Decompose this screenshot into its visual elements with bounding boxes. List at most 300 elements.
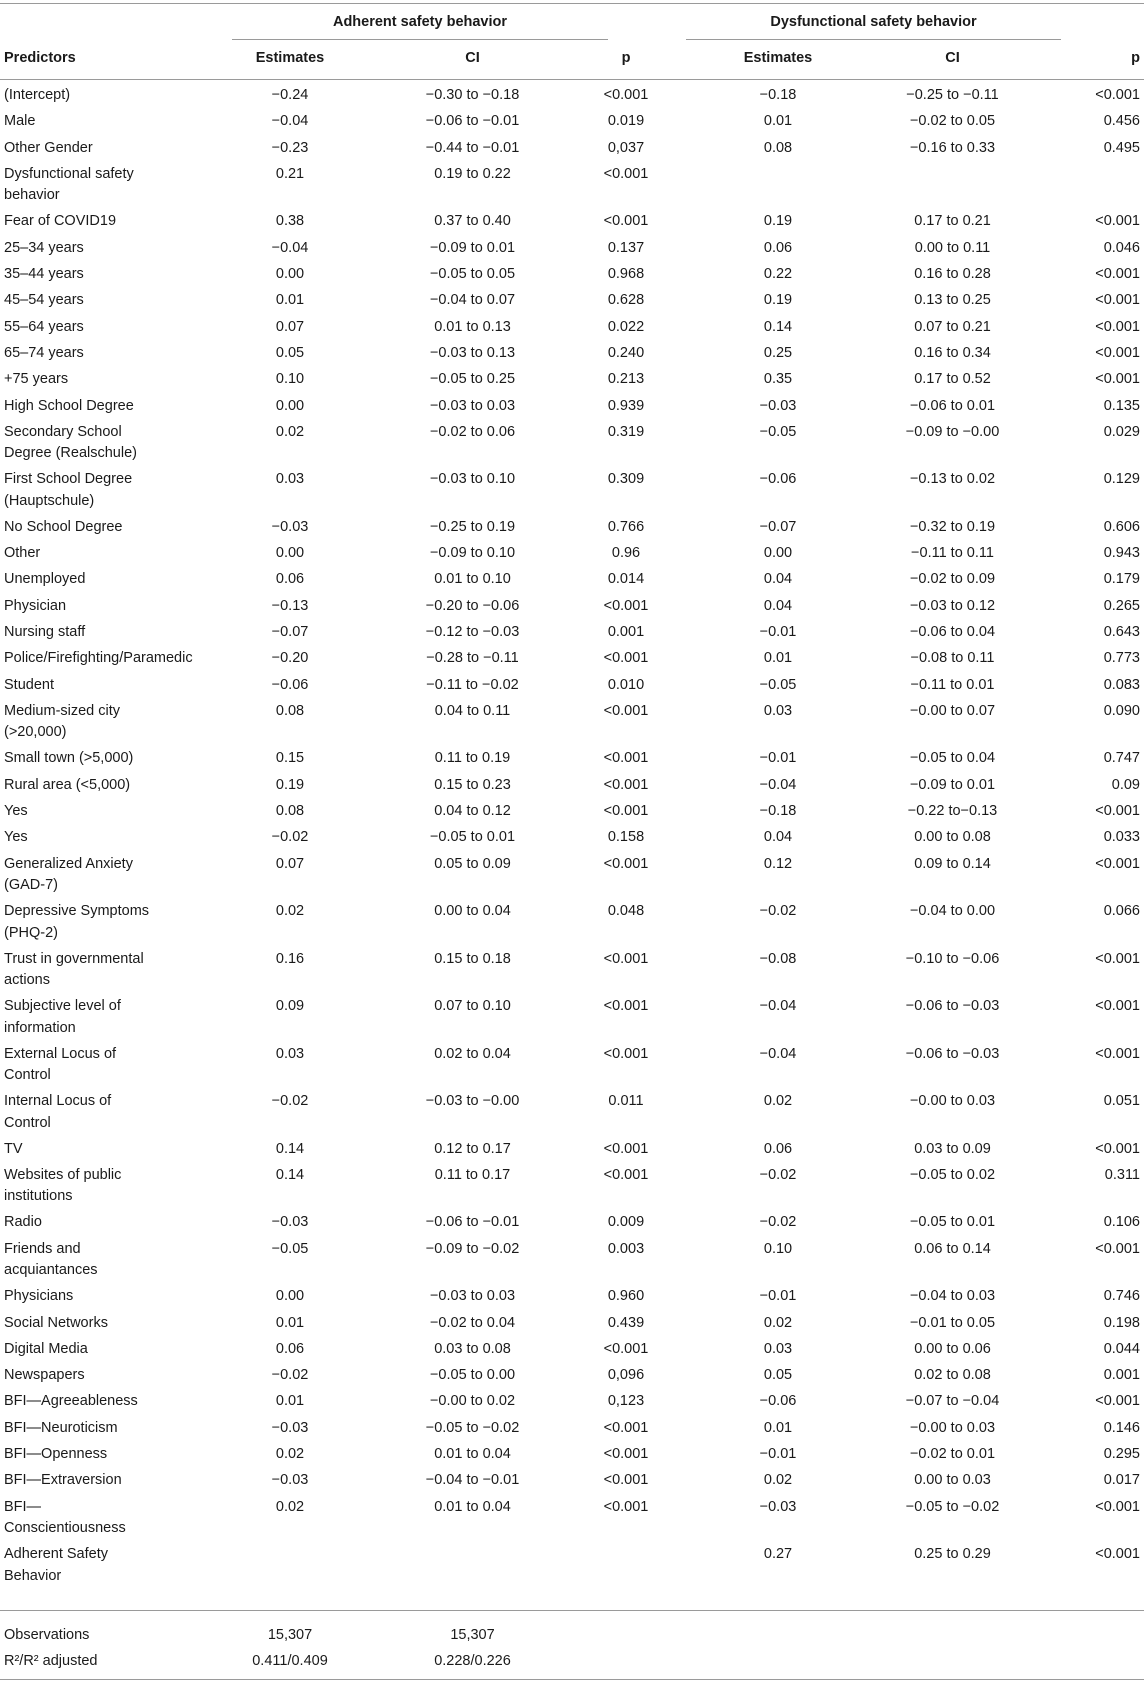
cell-ci-dysfunctional: 0.00 to 0.03 bbox=[914, 1472, 991, 1489]
cell-ci-dysfunctional: −0.00 to 0.07 bbox=[909, 702, 996, 719]
cell-ci-dysfunctional: −0.05 to 0.01 bbox=[909, 1214, 996, 1231]
cell-predictor: Police/Firefighting/Paramedic bbox=[4, 650, 193, 667]
cell-ci-adherent: −0.02 to 0.04 bbox=[429, 1314, 516, 1331]
header-estimates-dysfunctional: Estimates bbox=[743, 50, 813, 66]
cell-p-dysfunctional: 0.746 bbox=[1103, 1288, 1140, 1305]
cell-estimate-adherent: 0.00 bbox=[275, 1288, 305, 1305]
cell-estimate-adherent: 0.00 bbox=[275, 545, 305, 562]
cell-estimate-dysfunctional: 0.25 bbox=[763, 344, 793, 361]
cell-estimate-dysfunctional: 0.10 bbox=[763, 1240, 793, 1257]
cell-ci-dysfunctional: −0.06 to 0.01 bbox=[909, 397, 996, 414]
cell-p-adherent: <0.001 bbox=[603, 998, 649, 1015]
cell-predictor: Adherent Safety Behavior bbox=[4, 1546, 108, 1584]
cell-p-adherent: <0.001 bbox=[603, 650, 649, 667]
cell-ci-dysfunctional: −0.00 to 0.03 bbox=[909, 1093, 996, 1110]
cell-estimate-adherent: −0.02 bbox=[271, 1367, 309, 1384]
cell-estimate-dysfunctional: −0.02 bbox=[759, 903, 797, 920]
cell-predictor: Subjective level of information bbox=[4, 998, 121, 1036]
cell-estimate-dysfunctional: −0.06 bbox=[759, 1393, 797, 1410]
cell-ci-adherent: −0.05 to −0.02 bbox=[425, 1419, 520, 1436]
cell-predictor: Websites of public institutions bbox=[4, 1166, 122, 1205]
cell-p-dysfunctional: <0.001 bbox=[1095, 318, 1140, 335]
cell-estimate-adherent: 0.07 bbox=[275, 855, 305, 872]
cell-p-adherent: 0.766 bbox=[607, 518, 645, 535]
cell-ci-adherent: 0.15 to 0.23 bbox=[434, 776, 511, 793]
cell-ci-adherent: −0.28 to −0.11 bbox=[426, 650, 519, 667]
cell-p-adherent: 0.968 bbox=[607, 266, 645, 282]
group-rule-dysfunctional bbox=[686, 39, 1061, 40]
cell-predictor: R²/R² adjusted bbox=[4, 1653, 98, 1669]
cell-estimate-adherent: 0.02 bbox=[275, 423, 305, 440]
cell-ci-dysfunctional: −0.02 to 0.01 bbox=[909, 1446, 996, 1462]
cell-estimate-adherent: 0.02 bbox=[275, 1446, 305, 1462]
cell-p-adherent: <0.001 bbox=[603, 1419, 649, 1436]
cell-ci-dysfunctional: −0.09 to 0.01 bbox=[909, 776, 996, 793]
cell-p-dysfunctional: 0.051 bbox=[1103, 1093, 1140, 1110]
cell-p-adherent: 0.439 bbox=[607, 1314, 645, 1331]
cell-estimate-dysfunctional: 0.19 bbox=[763, 213, 793, 230]
cell-p-dysfunctional: 0.606 bbox=[1103, 518, 1140, 535]
cell-estimate-dysfunctional: −0.06 bbox=[759, 471, 797, 488]
cell-ci-adherent: 0.11 to 0.19 bbox=[434, 750, 511, 767]
header-estimates-adherent: Estimates bbox=[255, 50, 325, 66]
cell-estimate-dysfunctional: −0.04 bbox=[759, 998, 797, 1015]
cell-predictor: Other Gender bbox=[4, 139, 93, 156]
cell-predictor: Student bbox=[4, 676, 54, 693]
cell-ci-dysfunctional: −0.05 to 0.02 bbox=[909, 1166, 996, 1183]
cell-estimate-dysfunctional: −0.04 bbox=[759, 1045, 797, 1062]
cell-ci-adherent: −0.03 to 0.13 bbox=[429, 344, 516, 361]
cell-ci-adherent: −0.03 to 0.03 bbox=[429, 397, 516, 414]
cell-estimate-dysfunctional: 0.22 bbox=[763, 266, 793, 282]
cell-estimate-adherent: −0.20 bbox=[271, 650, 309, 667]
header-predictors: Predictors bbox=[4, 50, 76, 66]
cell-p-dysfunctional: 0.495 bbox=[1103, 139, 1140, 156]
body-rule bbox=[0, 1610, 1144, 1611]
cell-p-adherent: 0,123 bbox=[607, 1393, 645, 1410]
cell-p-adherent: <0.001 bbox=[603, 702, 649, 719]
cell-ci-dysfunctional: 0.13 to 0.25 bbox=[914, 292, 991, 309]
cell-p-adherent: <0.001 bbox=[603, 165, 649, 182]
cell-ci-dysfunctional: −0.25 to −0.11 bbox=[906, 87, 999, 103]
cell-ci-dysfunctional: 0.16 to 0.34 bbox=[914, 344, 991, 361]
cell-ci-adherent: −0.30 to −0.18 bbox=[425, 87, 520, 103]
cell-ci-dysfunctional: −0.11 to 0.11 bbox=[911, 545, 994, 562]
cell-estimate-dysfunctional: 0.12 bbox=[763, 855, 793, 872]
cell-p-dysfunctional: <0.001 bbox=[1095, 1498, 1140, 1515]
cell-estimate-dysfunctional: 0.19 bbox=[763, 292, 793, 309]
cell-predictor: Internal Locus of Control bbox=[4, 1093, 112, 1131]
cell-p-dysfunctional: 0.943 bbox=[1103, 545, 1140, 562]
cell-estimate-dysfunctional: 0.04 bbox=[763, 829, 793, 846]
cell-estimate-adherent: 0.09 bbox=[275, 998, 305, 1015]
cell-estimate-adherent: 0.14 bbox=[275, 1166, 305, 1183]
header-ci-adherent: CI bbox=[465, 50, 480, 66]
cell-p-dysfunctional: 0.033 bbox=[1103, 829, 1140, 846]
cell-predictor: BFI—Agreeableness bbox=[4, 1393, 138, 1410]
cell-predictor: (Intercept) bbox=[4, 87, 71, 103]
cell-ci-adherent: −0.04 to 0.07 bbox=[429, 292, 516, 309]
cell-predictor: Depressive Symptoms (PHQ-2) bbox=[4, 903, 150, 941]
cell-p-adherent: 0.309 bbox=[607, 471, 645, 488]
cell-estimate-adherent: 0.03 bbox=[275, 1045, 305, 1062]
cell-estimate-adherent: 0.06 bbox=[275, 571, 305, 588]
cell-predictor: Physician bbox=[4, 597, 67, 614]
cell-ci-adherent: 0.19 to 0.22 bbox=[434, 165, 511, 182]
cell-predictor: Male bbox=[4, 113, 36, 130]
cell-estimate-dysfunctional: 0.03 bbox=[763, 1340, 793, 1357]
cell-estimate-dysfunctional: 0.04 bbox=[763, 571, 793, 588]
cell-estimate-adherent: −0.24 bbox=[271, 87, 309, 103]
cell-predictor: 25–34 years bbox=[4, 239, 84, 256]
cell-p-adherent: <0.001 bbox=[603, 803, 649, 819]
cell-estimate-adherent: −0.13 bbox=[271, 597, 309, 614]
cell-estimate-adherent: −0.06 bbox=[271, 676, 309, 693]
cell-p-adherent: <0.001 bbox=[603, 1340, 649, 1357]
cell-predictor: Social Networks bbox=[4, 1314, 108, 1331]
cell-ci-adherent: −0.03 to 0.03 bbox=[429, 1288, 516, 1305]
cell-predictor: Dysfunctional safety behavior bbox=[4, 165, 134, 204]
cell-estimate-adherent: −0.04 bbox=[271, 113, 309, 130]
cell-estimate-dysfunctional: 0.02 bbox=[763, 1093, 793, 1110]
cell-estimate-adherent: 0.19 bbox=[275, 776, 305, 793]
cell-p-dysfunctional: <0.001 bbox=[1095, 950, 1140, 967]
cell-estimate-adherent: 0.08 bbox=[275, 803, 305, 819]
cell-ci-dysfunctional: −0.05 to 0.04 bbox=[909, 750, 996, 767]
cell-estimate-adherent: 0.02 bbox=[275, 903, 305, 920]
cell-ci-adherent: −0.44 to −0.01 bbox=[425, 139, 520, 156]
cell-p-dysfunctional: 0.295 bbox=[1103, 1446, 1140, 1462]
cell-predictor: BFI—Openness bbox=[4, 1446, 108, 1462]
cell-ci-adherent: −0.03 to 0.10 bbox=[429, 471, 516, 488]
cell-estimate-dysfunctional: 0.06 bbox=[763, 1140, 793, 1157]
cell-p-adherent: <0.001 bbox=[603, 950, 649, 967]
cell-predictor: TV bbox=[4, 1140, 23, 1157]
cell-estimate-adherent: −0.02 bbox=[271, 1093, 309, 1110]
cell-predictor: BFI—Extraversion bbox=[4, 1472, 122, 1489]
cell-ci-adherent: −0.05 to 0.05 bbox=[429, 266, 516, 282]
cell-estimate-adherent: 0.00 bbox=[275, 266, 305, 282]
cell-estimate-dysfunctional: 0.35 bbox=[763, 371, 793, 388]
cell-estimate-adherent: 0.01 bbox=[275, 292, 305, 309]
cell-p-dysfunctional: 0.029 bbox=[1103, 423, 1140, 440]
cell-ci-adherent: 0.00 to 0.04 bbox=[434, 903, 511, 920]
cell-ci-dysfunctional: 0.09 to 0.14 bbox=[914, 855, 991, 872]
cell-ci-dysfunctional: −0.10 to −0.06 bbox=[905, 950, 1000, 967]
cell-p-adherent: 0.213 bbox=[607, 371, 645, 388]
cell-estimate-adherent: −0.03 bbox=[271, 1214, 309, 1231]
cell-ci-adherent: −0.09 to 0.10 bbox=[429, 545, 516, 562]
cell-ci-adherent: −0.12 to −0.03 bbox=[425, 624, 520, 640]
cell-estimate-dysfunctional: −0.01 bbox=[759, 624, 797, 640]
cell-predictor: Friends and acquiantances bbox=[4, 1240, 98, 1279]
cell-estimate-adherent: −0.02 bbox=[271, 829, 309, 846]
cell-predictor: Other bbox=[4, 545, 41, 562]
cell-predictor: No School Degree bbox=[4, 518, 123, 535]
cell-footer-dysfunctional: 15,307 bbox=[450, 1627, 495, 1643]
cell-p-adherent: 0.628 bbox=[607, 292, 645, 309]
cell-p-dysfunctional: 0.643 bbox=[1103, 624, 1140, 640]
cell-p-adherent: 0.019 bbox=[607, 113, 645, 130]
cell-estimate-dysfunctional: 0.03 bbox=[763, 702, 793, 719]
cell-predictor: BFI—Neuroticism bbox=[4, 1419, 118, 1436]
cell-ci-dysfunctional: 0.17 to 0.52 bbox=[914, 371, 991, 388]
cell-estimate-dysfunctional: −0.05 bbox=[759, 423, 797, 440]
cell-p-dysfunctional: <0.001 bbox=[1095, 87, 1140, 103]
cell-predictor: 65–74 years bbox=[4, 344, 84, 361]
cell-predictor: Fear of COVID19 bbox=[4, 213, 117, 230]
cell-ci-dysfunctional: −0.22 to−0.13 bbox=[907, 803, 998, 819]
cell-estimate-dysfunctional: −0.02 bbox=[759, 1166, 797, 1183]
cell-ci-dysfunctional: 0.00 to 0.11 bbox=[914, 239, 991, 256]
cell-estimate-adherent: 0.01 bbox=[275, 1314, 305, 1331]
cell-estimate-adherent: −0.23 bbox=[271, 139, 309, 156]
cell-p-adherent: <0.001 bbox=[603, 776, 649, 793]
cell-p-adherent: <0.001 bbox=[603, 1446, 649, 1462]
cell-ci-dysfunctional: 0.25 to 0.29 bbox=[914, 1546, 991, 1563]
cell-ci-adherent: −0.05 to 0.25 bbox=[429, 371, 516, 388]
cell-estimate-dysfunctional: 0.02 bbox=[763, 1472, 793, 1489]
cell-predictor: Radio bbox=[4, 1214, 42, 1231]
cell-ci-adherent: −0.02 to 0.06 bbox=[429, 423, 516, 440]
cell-p-adherent: 0.960 bbox=[607, 1288, 645, 1305]
cell-ci-dysfunctional: −0.06 to −0.03 bbox=[905, 998, 1000, 1015]
cell-estimate-adherent: 0.10 bbox=[275, 371, 305, 388]
header-ci-dysfunctional: CI bbox=[945, 50, 960, 66]
cell-ci-adherent: −0.05 to 0.01 bbox=[429, 829, 516, 846]
cell-p-dysfunctional: <0.001 bbox=[1095, 1140, 1140, 1157]
cell-ci-dysfunctional: 0.17 to 0.21 bbox=[914, 213, 991, 230]
cell-estimate-adherent: 0.00 bbox=[275, 397, 305, 414]
cell-p-adherent: 0.014 bbox=[607, 571, 645, 588]
cell-p-adherent: <0.001 bbox=[603, 1166, 649, 1183]
cell-ci-adherent: 0.01 to 0.04 bbox=[434, 1446, 511, 1462]
cell-ci-dysfunctional: −0.06 to −0.03 bbox=[905, 1045, 1000, 1062]
cell-predictor: Rural area (<5,000) bbox=[4, 776, 131, 793]
cell-estimate-adherent: −0.03 bbox=[271, 1419, 309, 1436]
cell-estimate-dysfunctional: −0.01 bbox=[759, 1288, 797, 1305]
cell-estimate-dysfunctional: −0.05 bbox=[759, 676, 797, 693]
cell-p-adherent: 0.011 bbox=[608, 1093, 644, 1110]
cell-ci-adherent: −0.00 to 0.02 bbox=[429, 1393, 516, 1410]
cell-ci-dysfunctional: 0.03 to 0.09 bbox=[914, 1140, 991, 1157]
cell-estimate-dysfunctional: 0.00 bbox=[763, 545, 793, 562]
cell-estimate-dysfunctional: −0.03 bbox=[759, 397, 797, 414]
cell-estimate-dysfunctional: 0.04 bbox=[763, 597, 793, 614]
cell-ci-adherent: 0.15 to 0.18 bbox=[434, 950, 511, 967]
cell-predictor: BFI— Conscientiousness bbox=[4, 1498, 126, 1537]
cell-p-dysfunctional: 0.198 bbox=[1103, 1314, 1140, 1331]
cell-ci-adherent: 0.03 to 0.08 bbox=[434, 1340, 511, 1357]
cell-estimate-dysfunctional: 0.06 bbox=[763, 239, 793, 256]
cell-estimate-dysfunctional: −0.01 bbox=[759, 1446, 797, 1462]
cell-estimate-adherent: 0.01 bbox=[275, 1393, 305, 1410]
cell-predictor: Unemployed bbox=[4, 571, 86, 588]
cell-ci-dysfunctional: 0.06 to 0.14 bbox=[914, 1240, 991, 1257]
cell-ci-adherent: −0.20 to −0.06 bbox=[425, 597, 520, 614]
cell-ci-dysfunctional: −0.16 to 0.33 bbox=[909, 139, 996, 156]
cell-predictor: Yes bbox=[4, 829, 28, 846]
cell-estimate-dysfunctional: 0.01 bbox=[763, 650, 793, 667]
cell-predictor: First School Degree (Hauptschule) bbox=[4, 471, 133, 509]
cell-ci-adherent: −0.09 to 0.01 bbox=[429, 239, 516, 256]
cell-ci-dysfunctional: 0.07 to 0.21 bbox=[914, 318, 991, 335]
cell-ci-dysfunctional: 0.02 to 0.08 bbox=[914, 1367, 991, 1384]
cell-p-dysfunctional: 0.129 bbox=[1103, 471, 1140, 488]
cell-estimate-dysfunctional: −0.18 bbox=[759, 803, 797, 819]
cell-ci-dysfunctional: −0.01 to 0.05 bbox=[909, 1314, 996, 1331]
cell-p-dysfunctional: 0.046 bbox=[1103, 239, 1140, 256]
cell-ci-adherent: −0.06 to −0.01 bbox=[425, 113, 520, 130]
cell-p-adherent: 0,096 bbox=[607, 1367, 645, 1384]
cell-ci-dysfunctional: 0.00 to 0.06 bbox=[914, 1340, 991, 1357]
cell-p-adherent: <0.001 bbox=[603, 855, 649, 872]
cell-ci-adherent: −0.03 to −0.00 bbox=[425, 1093, 520, 1110]
cell-p-dysfunctional: 0.001 bbox=[1103, 1367, 1140, 1384]
cell-estimate-dysfunctional: 0.05 bbox=[763, 1367, 793, 1384]
cell-p-adherent: <0.001 bbox=[603, 1498, 649, 1515]
cell-estimate-dysfunctional: −0.02 bbox=[759, 1214, 797, 1231]
group-header-dysfunctional: Dysfunctional safety behavior bbox=[770, 14, 977, 30]
cell-predictor: Physicians bbox=[4, 1288, 74, 1305]
cell-ci-dysfunctional: −0.05 to −0.02 bbox=[905, 1498, 1000, 1515]
cell-p-dysfunctional: 0.179 bbox=[1103, 571, 1140, 588]
header-p-adherent: p bbox=[621, 50, 631, 66]
cell-estimate-adherent: 0.15 bbox=[275, 750, 305, 767]
group-rule-adherent bbox=[232, 39, 608, 40]
cell-ci-adherent: 0.01 to 0.13 bbox=[434, 318, 511, 335]
cell-p-dysfunctional: 0.090 bbox=[1103, 702, 1140, 719]
cell-predictor: Yes bbox=[4, 803, 28, 819]
cell-ci-dysfunctional: −0.03 to 0.12 bbox=[909, 597, 996, 614]
cell-ci-dysfunctional: −0.08 to 0.11 bbox=[910, 650, 995, 667]
cell-predictor: 35–44 years bbox=[4, 266, 84, 282]
cell-estimate-dysfunctional: 0.14 bbox=[763, 318, 793, 335]
cell-p-dysfunctional: 0.456 bbox=[1103, 113, 1140, 130]
cell-ci-dysfunctional: −0.09 to −0.00 bbox=[905, 423, 1000, 440]
cell-p-adherent: 0.939 bbox=[607, 397, 645, 414]
cell-p-dysfunctional: <0.001 bbox=[1095, 371, 1140, 388]
cell-p-dysfunctional: 0.146 bbox=[1103, 1419, 1140, 1436]
cell-ci-dysfunctional: −0.07 to −0.04 bbox=[905, 1393, 1000, 1410]
cell-estimate-dysfunctional: 0.02 bbox=[763, 1314, 793, 1331]
cell-p-dysfunctional: <0.001 bbox=[1095, 803, 1140, 819]
cell-p-adherent: <0.001 bbox=[603, 1045, 649, 1062]
cell-p-adherent: 0.240 bbox=[607, 344, 645, 361]
cell-estimate-adherent: −0.03 bbox=[271, 1472, 309, 1489]
cell-estimate-dysfunctional: −0.04 bbox=[759, 776, 797, 793]
cell-predictor: Generalized Anxiety (GAD-7) bbox=[4, 855, 133, 894]
cell-p-adherent: 0.048 bbox=[607, 903, 645, 920]
cell-predictor: Trust in governmental actions bbox=[4, 950, 144, 989]
cell-estimate-dysfunctional: 0.01 bbox=[763, 1419, 793, 1436]
cell-predictor: Digital Media bbox=[4, 1340, 88, 1357]
cell-p-adherent: 0.001 bbox=[607, 624, 645, 640]
cell-p-dysfunctional: <0.001 bbox=[1095, 213, 1140, 230]
cell-predictor: External Locus of Control bbox=[4, 1045, 117, 1084]
cell-footer-dysfunctional: 0.228/0.226 bbox=[434, 1653, 511, 1669]
cell-estimate-adherent: 0.16 bbox=[275, 950, 305, 967]
cell-predictor: Medium-sized city (>20,000) bbox=[4, 702, 121, 741]
cell-ci-adherent: 0.11 to 0.17 bbox=[434, 1166, 511, 1183]
cell-ci-dysfunctional: −0.11 to 0.01 bbox=[910, 676, 995, 693]
cell-ci-dysfunctional: 0.00 to 0.08 bbox=[914, 829, 991, 846]
cell-ci-dysfunctional: −0.06 to 0.04 bbox=[909, 624, 996, 640]
cell-p-dysfunctional: 0.106 bbox=[1103, 1214, 1140, 1231]
cell-estimate-adherent: 0.14 bbox=[275, 1140, 305, 1157]
cell-predictor: Small town (>5,000) bbox=[4, 750, 134, 767]
cell-p-dysfunctional: <0.001 bbox=[1095, 266, 1140, 282]
cell-p-adherent: <0.001 bbox=[603, 1472, 649, 1489]
cell-p-dysfunctional: <0.001 bbox=[1095, 1045, 1140, 1062]
cell-p-dysfunctional: 0.083 bbox=[1103, 676, 1140, 693]
cell-p-dysfunctional: <0.001 bbox=[1095, 855, 1140, 872]
cell-p-dysfunctional: 0.773 bbox=[1103, 650, 1140, 667]
cell-estimate-dysfunctional: 0.27 bbox=[763, 1546, 793, 1563]
cell-ci-dysfunctional: −0.32 to 0.19 bbox=[909, 518, 996, 535]
cell-p-dysfunctional: 0.135 bbox=[1103, 397, 1140, 414]
cell-ci-adherent: 0.07 to 0.10 bbox=[434, 998, 511, 1015]
cell-p-dysfunctional: 0.747 bbox=[1103, 750, 1140, 767]
cell-p-adherent: 0.003 bbox=[607, 1240, 645, 1257]
cell-p-adherent: 0.158 bbox=[607, 829, 645, 846]
cell-estimate-dysfunctional: −0.18 bbox=[759, 87, 797, 103]
cell-ci-adherent: 0.12 to 0.17 bbox=[434, 1140, 511, 1157]
cell-p-dysfunctional: 0.044 bbox=[1103, 1340, 1140, 1357]
cell-ci-adherent: 0.04 to 0.12 bbox=[434, 803, 511, 819]
cell-predictor: Secondary School Degree (Realschule) bbox=[4, 423, 137, 462]
cell-p-adherent: 0.022 bbox=[607, 318, 645, 335]
cell-estimate-dysfunctional: −0.08 bbox=[759, 950, 797, 967]
cell-p-dysfunctional: 0.09 bbox=[1111, 776, 1140, 793]
cell-estimate-dysfunctional: −0.07 bbox=[759, 518, 797, 535]
cell-p-dysfunctional: <0.001 bbox=[1095, 1546, 1140, 1563]
cell-ci-dysfunctional: −0.04 to 0.00 bbox=[909, 903, 996, 920]
cell-ci-dysfunctional: −0.04 to 0.03 bbox=[909, 1288, 996, 1305]
cell-predictor: 55–64 years bbox=[4, 318, 84, 335]
cell-p-adherent: 0.96 bbox=[611, 545, 641, 562]
header-rule bbox=[0, 79, 1144, 80]
cell-estimate-adherent: −0.03 bbox=[271, 518, 309, 535]
cell-p-adherent: <0.001 bbox=[603, 213, 649, 230]
cell-p-adherent: 0.010 bbox=[607, 676, 645, 693]
cell-p-adherent: <0.001 bbox=[603, 597, 649, 614]
cell-estimate-adherent: −0.05 bbox=[271, 1240, 309, 1257]
cell-estimate-adherent: −0.07 bbox=[271, 624, 309, 640]
cell-footer-adherent: 0.411/0.409 bbox=[252, 1653, 328, 1669]
cell-ci-dysfunctional: −0.02 to 0.09 bbox=[909, 571, 996, 588]
cell-ci-adherent: 0.05 to 0.09 bbox=[434, 855, 511, 872]
cell-p-adherent: 0.009 bbox=[607, 1214, 645, 1231]
cell-p-dysfunctional: <0.001 bbox=[1095, 998, 1140, 1015]
top-rule bbox=[0, 3, 1144, 4]
cell-estimate-adherent: 0.03 bbox=[275, 471, 305, 488]
cell-estimate-adherent: 0.21 bbox=[275, 165, 305, 182]
cell-ci-adherent: 0.04 to 0.11 bbox=[434, 702, 511, 719]
cell-p-adherent: <0.001 bbox=[603, 750, 649, 767]
cell-p-dysfunctional: <0.001 bbox=[1095, 344, 1140, 361]
cell-p-dysfunctional: 0.311 bbox=[1104, 1166, 1140, 1183]
cell-estimate-dysfunctional: 0.08 bbox=[763, 139, 793, 156]
cell-predictor: Nursing staff bbox=[4, 624, 86, 640]
cell-estimate-adherent: 0.05 bbox=[275, 344, 305, 361]
cell-predictor: Newspapers bbox=[4, 1367, 85, 1384]
cell-p-dysfunctional: 0.066 bbox=[1103, 903, 1140, 920]
cell-p-adherent: <0.001 bbox=[603, 87, 649, 103]
cell-estimate-dysfunctional: 0.01 bbox=[763, 113, 793, 130]
cell-p-dysfunctional: <0.001 bbox=[1095, 1240, 1140, 1257]
cell-estimate-dysfunctional: −0.01 bbox=[759, 750, 797, 767]
